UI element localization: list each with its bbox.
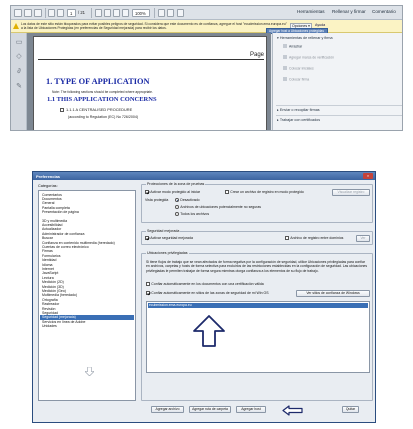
toolbar-separator — [91, 8, 92, 18]
category-item[interactable]: Internet — [42, 266, 54, 271]
page-current: 1 — [70, 10, 73, 16]
panel-item-initials[interactable] — [283, 66, 314, 71]
radio-unselected[interactable] — [175, 205, 179, 209]
sandbox-protections-group — [141, 184, 373, 223]
up-arrow-annotation — [193, 315, 225, 347]
category-item[interactable]: Documentos — [42, 196, 62, 201]
option-label: Archivo de registro entre dominios — [290, 236, 344, 241]
tab-herramientas[interactable]: Herramientas — [297, 9, 325, 14]
category-item[interactable]: Revisión — [42, 306, 56, 311]
option-label: Confiar automáticamente en sitios de las zonas de seguridad de mi Win OS — [151, 291, 269, 296]
option-label: Desactivado — [180, 198, 200, 203]
add-host-menu-item[interactable]: Agregar host a Ubicaciones protegidas — [266, 28, 328, 34]
checkmark-icon — [283, 55, 287, 59]
attachment-icon[interactable]: ∂ — [17, 68, 21, 75]
bookmark-icon[interactable]: ◇ — [16, 53, 22, 60]
options-button[interactable]: Opciones ▾ — [292, 23, 310, 28]
left-arrow-annotation — [282, 405, 303, 416]
reader-toolbar — [11, 6, 402, 20]
comment-icon[interactable] — [177, 9, 184, 17]
category-item[interactable]: Seguridad — [42, 310, 58, 315]
options-label: Opciones — [292, 23, 308, 28]
category-item[interactable]: Formularios — [42, 253, 61, 258]
warning-icon — [13, 23, 19, 29]
panel-section-certificates[interactable]: ▸ Trabajar con certificados — [277, 118, 321, 122]
pen-icon — [283, 77, 287, 81]
privileged-hosts-list[interactable] — [146, 301, 370, 373]
tab-rellenar-firmar[interactable]: Rellenar y firmar — [332, 9, 366, 14]
panel-divider — [276, 105, 402, 106]
panel-section-label: Enviar o recopilar firmas — [279, 108, 320, 112]
category-item[interactable]: Medición (Geo) — [42, 288, 66, 293]
protected-view-unsafe-radio[interactable] — [175, 205, 261, 209]
option-label: Activar modo protegido al iniciar — [150, 190, 201, 195]
group-legend: Seguridad mejorada — [147, 229, 180, 233]
panel-section-send-signatures[interactable]: ▸ Enviar o recopilar firmas — [277, 108, 320, 112]
tools-panel — [272, 33, 403, 131]
zoom-field[interactable] — [132, 9, 150, 17]
category-item[interactable]: Cuentas de correo electrónico — [42, 244, 89, 249]
category-item[interactable]: JavaScript — [42, 271, 59, 276]
remove-button[interactable]: Quitar — [342, 406, 359, 413]
prev-page-icon[interactable] — [48, 9, 55, 17]
category-item[interactable]: Confianza en contenido multimedia (heredado) — [42, 240, 115, 245]
regulation-text: (according to Regulation (EC) No 726/2004) — [68, 115, 139, 119]
signature-icon[interactable]: ✎ — [16, 83, 22, 90]
pages-icon[interactable]: ▭ — [15, 39, 23, 46]
category-item[interactable]: Pantalla completa — [42, 205, 70, 210]
print-icon[interactable] — [24, 9, 32, 17]
procedure-item — [60, 107, 132, 112]
checkbox-unchecked[interactable] — [285, 236, 289, 240]
dialog-title-bar — [33, 172, 375, 180]
add-host-button[interactable]: Agregar host — [236, 406, 266, 413]
cross-domain-log-option[interactable] — [285, 236, 343, 240]
panel-item-label: Colocar iniciales — [289, 66, 314, 71]
option-label: Activar seguridad mejorada — [150, 236, 193, 241]
tab-comentario[interactable]: Comentario — [372, 9, 396, 14]
category-item[interactable]: Ortografía — [42, 297, 58, 302]
email-icon[interactable] — [34, 9, 42, 17]
panel-section-label: Trabajar con certificados — [279, 118, 321, 122]
category-item[interactable]: Medición (3D) — [42, 284, 64, 289]
trust-certified-option[interactable] — [146, 282, 264, 286]
panel-item-checkmark[interactable] — [283, 55, 334, 60]
panel-section-fill-sign[interactable]: ▾ Herramientas de rellenar y firma — [277, 36, 333, 40]
checkbox-unchecked[interactable] — [146, 282, 150, 286]
hand-icon[interactable] — [104, 9, 111, 17]
preferences-dialog — [32, 171, 376, 423]
add-file-button[interactable]: Agregar archivo — [151, 406, 184, 413]
document-page — [33, 36, 267, 131]
option-label: Confiar automáticamente en los documentos con una certificación válida — [151, 282, 264, 287]
option-label: Crear un archivo de registro en modo protegido — [230, 190, 304, 195]
create-log-option[interactable] — [225, 190, 304, 194]
navigation-pane — [11, 33, 27, 131]
enable-protected-mode-option[interactable] — [145, 190, 200, 194]
category-item[interactable]: Multimedia (heredado) — [42, 293, 78, 298]
checkbox-unchecked[interactable] — [225, 190, 229, 194]
panel-item-label: Colocar firma — [289, 77, 310, 82]
drag-icon — [283, 44, 287, 48]
option-label: Todos los archivos — [180, 212, 210, 217]
page-total: / 21 — [78, 10, 85, 15]
form-checkbox[interactable] — [60, 108, 64, 112]
protected-view-all-radio[interactable] — [175, 212, 209, 216]
host-list-item[interactable]: ecubmission.ema.europa.eu — [148, 303, 368, 308]
option-label: Archivos de ubicaciones potencialmente no seguras — [180, 205, 262, 210]
panel-item-drag[interactable] — [283, 44, 302, 49]
next-page-icon[interactable] — [57, 9, 64, 17]
down-arrow-annotation — [85, 367, 94, 376]
enable-enhanced-security-option[interactable] — [145, 236, 193, 240]
toolbar-separator — [154, 8, 155, 18]
category-item[interactable]: Lectura — [42, 275, 54, 280]
document-viewport[interactable] — [27, 33, 271, 131]
category-item[interactable]: Medición (2D) — [42, 280, 64, 285]
group-legend: Protecciones de la zona de pruebas — [147, 182, 205, 186]
radio-selected[interactable] — [175, 198, 179, 202]
panel-divider — [276, 115, 402, 116]
view-button[interactable]: Ver — [356, 235, 370, 242]
fit-width-icon[interactable] — [167, 9, 174, 17]
panel-section-label: Herramientas de rellenar y firma — [279, 36, 333, 40]
privileged-locations-group — [141, 253, 373, 401]
category-item[interactable]: Accesibilidad — [42, 222, 63, 227]
category-item[interactable]: Firmas — [42, 249, 53, 254]
toolbar-separator — [45, 8, 46, 18]
category-item[interactable]: Buscar — [42, 236, 53, 241]
reader-screenshot — [10, 5, 403, 131]
save-icon[interactable] — [14, 9, 22, 17]
panel-item-sign[interactable] — [283, 77, 309, 82]
panel-item-label: Arrastrar — [289, 44, 303, 49]
protected-view-disabled-radio[interactable] — [175, 198, 200, 202]
procedure-label: 1.1.1 A CENTRALISED PROCEDURE — [66, 107, 133, 112]
fit-page-icon[interactable] — [158, 9, 165, 17]
category-item[interactable]: Idioma — [42, 262, 53, 267]
category-item[interactable]: Administrador de confianza — [42, 231, 85, 236]
privileged-actions — [141, 405, 373, 415]
page-number-input[interactable] — [67, 9, 76, 17]
trust-win-zones-option[interactable] — [146, 291, 269, 295]
zoom-out-icon[interactable] — [113, 9, 120, 17]
category-item[interactable]: Seguridad (mejorada) — [40, 315, 134, 319]
category-item[interactable]: Presentación de página — [42, 210, 79, 215]
zoom-in-icon[interactable] — [122, 9, 129, 17]
protected-view-label: Vista protegida — [145, 198, 169, 202]
close-button[interactable]: × — [363, 173, 373, 179]
add-folder-path-button[interactable]: Agregar ruta de carpeta — [189, 406, 231, 413]
categories-label: Categorías: — [38, 184, 58, 188]
subsection-heading: 1.1 THIS APPLICATION CONCERNS — [47, 96, 157, 103]
select-icon[interactable] — [95, 9, 102, 17]
view-windows-trusted-sites-button[interactable]: Ver sitios de confianza de Windows — [296, 290, 370, 297]
category-item[interactable]: Servicios en línea de Adobe — [42, 319, 86, 324]
page-label: Page — [249, 52, 264, 58]
enhanced-security-group — [141, 231, 373, 245]
category-item[interactable]: Actualizador — [42, 227, 62, 232]
checkbox-checked[interactable] — [146, 291, 150, 295]
section-note: Note: The following sections should be completed where appropriate. — [52, 90, 153, 94]
checkbox-checked[interactable] — [145, 190, 149, 194]
header-rule — [38, 59, 264, 60]
privileged-description: Si tiene flujos de trabajo que se vean afectados de forma negativa por la configuración de seguridad, utilice Ubicaciones privilegiadas para confiar en archivos, carpetas y hosts de forma selectiva para excluirlos de las restricciones establecidas en la configuración de seguridad. Las ubicaciones privilegiadas le permiten trabajar de forma segura mientras otorga confianza a los elementos de su flujo de trabajo. — [146, 260, 368, 273]
view-log-button[interactable]: Visualizar registro — [332, 189, 370, 196]
category-item[interactable]: Unidades — [42, 324, 57, 329]
zoom-value: 100% — [135, 10, 146, 16]
category-item[interactable]: General — [42, 201, 55, 206]
dialog-title: Preferencias — [36, 173, 61, 179]
group-legend: Ubicaciones privilegiadas — [147, 251, 188, 255]
category-item[interactable]: Identidad — [42, 258, 57, 263]
checkbox-checked[interactable] — [145, 236, 149, 240]
category-item[interactable]: Comentarios — [42, 192, 62, 197]
panel-item-label: Agregar marca de verificación — [289, 55, 335, 60]
help-button[interactable]: Ayuda — [315, 22, 326, 27]
category-item[interactable]: 3D y multimedia — [42, 218, 68, 223]
initials-icon — [283, 66, 287, 70]
warning-message: Los datos de este sitio están bloqueados para evitar posibles peligros de seguridad. Si considera que este documento es de confianza, agregue el host "ecuderission.ema.europa.eu" a la lista de Ubicaciones Protegidas (en preferencias de Seguridad mejorada) para recibir los datos. — [21, 21, 287, 30]
radio-unselected[interactable] — [175, 212, 179, 216]
section-heading: 1. TYPE OF APPLICATION — [46, 77, 150, 86]
category-item[interactable]: Rastreador — [42, 302, 60, 307]
security-warning-bar — [11, 20, 402, 33]
settings-panel — [141, 184, 373, 401]
